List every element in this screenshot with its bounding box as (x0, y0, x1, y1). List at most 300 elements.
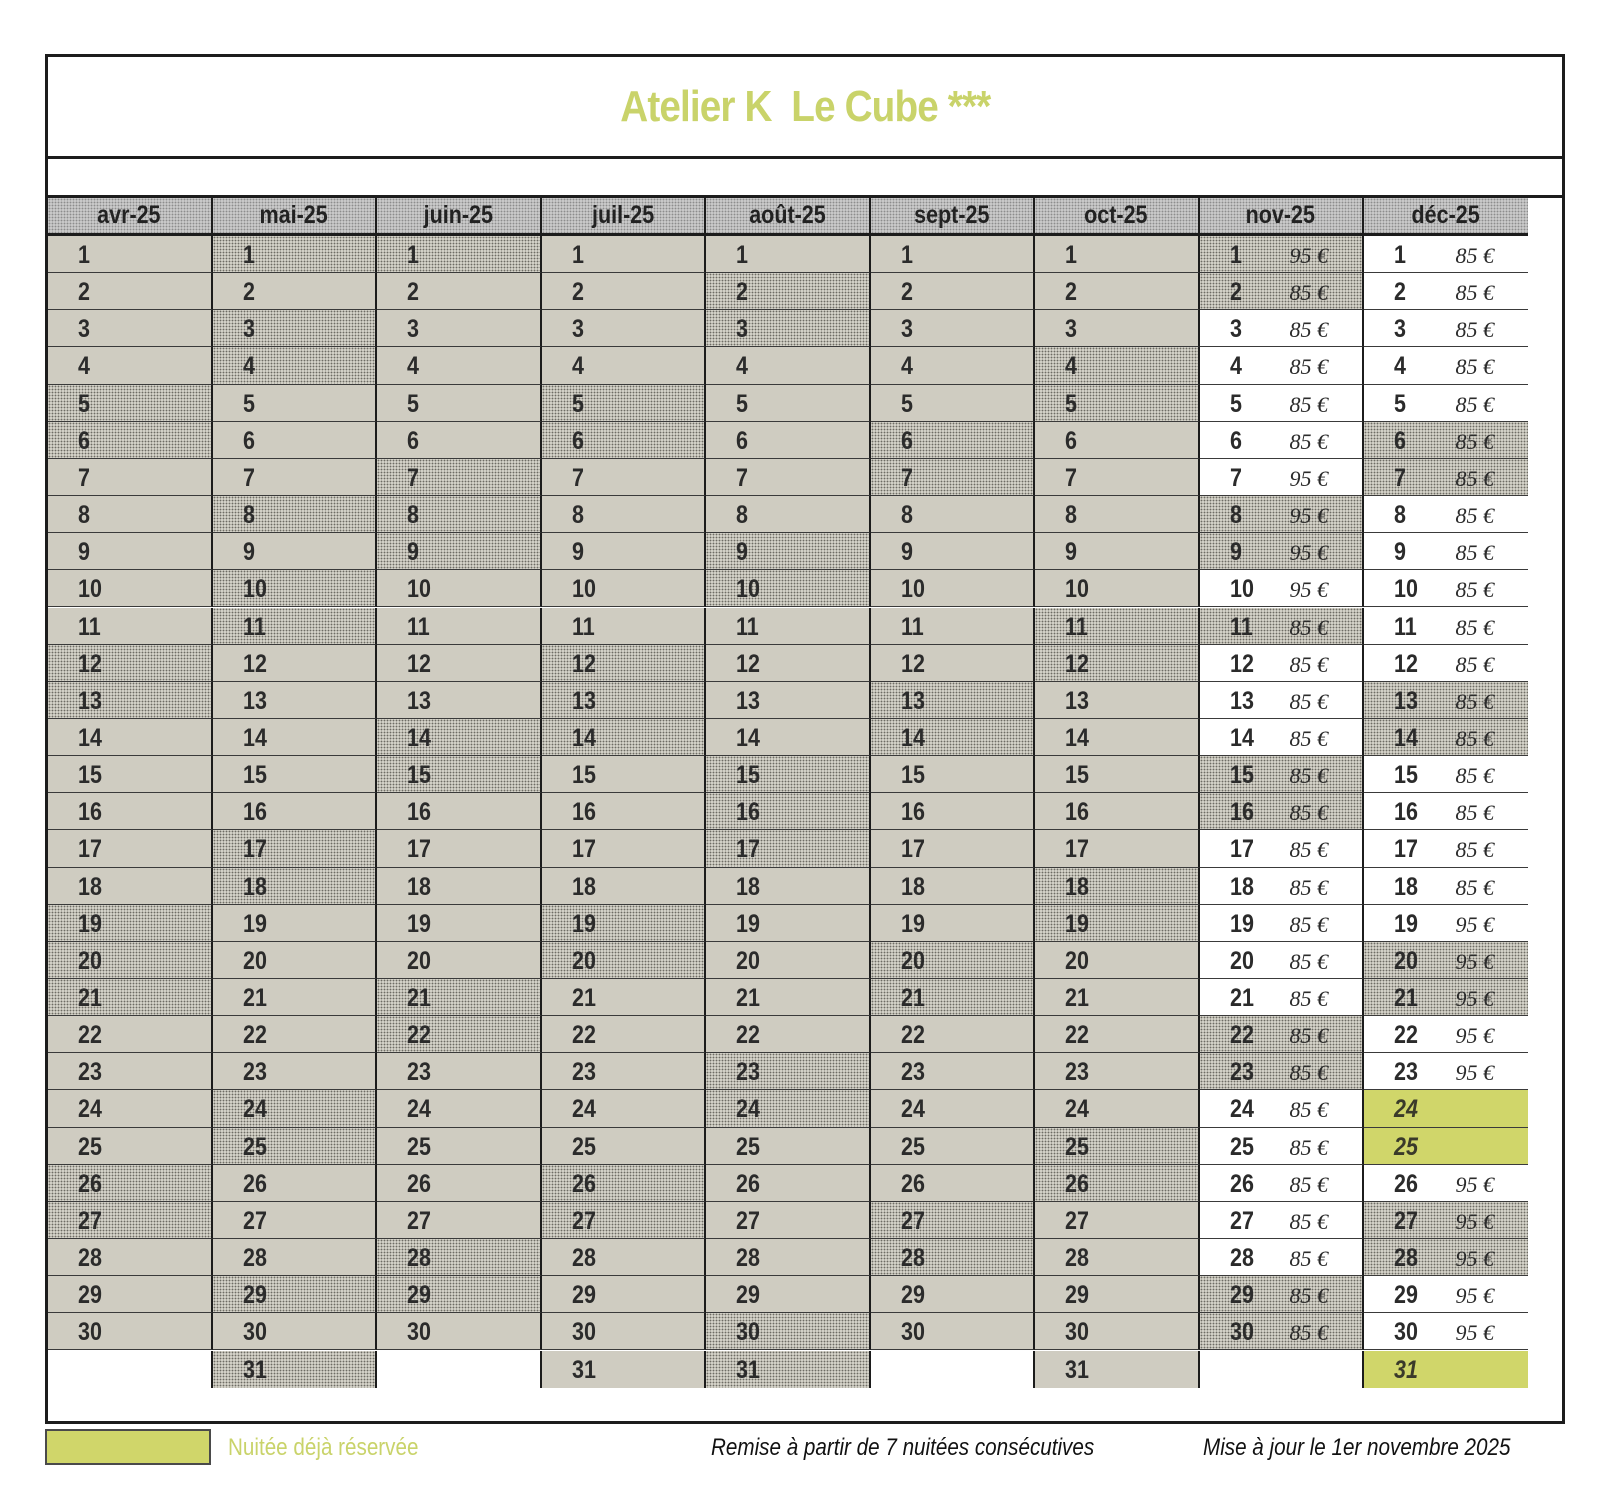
day-cell (542, 756, 707, 793)
day-number: 8 (1229, 501, 1242, 530)
day-number: 14 (407, 723, 431, 752)
day-cell (542, 533, 707, 570)
day-number: 3 (900, 315, 913, 344)
day-cell-booked (377, 756, 542, 793)
month-label: oct-25 (1084, 201, 1148, 229)
day-number: 8 (407, 501, 419, 530)
day-number: 24 (1394, 1095, 1418, 1124)
day-cell (871, 1090, 1036, 1127)
day-cell (706, 422, 871, 459)
month-header (1200, 198, 1365, 236)
day-number: 26 (1229, 1169, 1254, 1198)
day-number: 22 (407, 1021, 431, 1050)
day-cell (542, 347, 707, 384)
day-cell-booked (1200, 1016, 1365, 1053)
day-number: 24 (78, 1095, 102, 1124)
day-number: 5 (1229, 389, 1242, 418)
day-cell (213, 942, 378, 979)
night-price: 85 € (1289, 1246, 1328, 1272)
day-number: 2 (1065, 278, 1077, 307)
day-cell (706, 459, 871, 496)
day-number: 1 (736, 241, 748, 269)
day-number: 26 (900, 1169, 925, 1198)
day-cell (377, 793, 542, 830)
day-number: 20 (1229, 946, 1254, 975)
day-cell (542, 868, 707, 905)
day-cell (871, 1016, 1036, 1053)
day-number: 5 (571, 389, 584, 418)
day-number: 18 (242, 872, 267, 901)
day-cell-booked (213, 310, 378, 347)
night-price: 85 € (1289, 688, 1328, 714)
day-cell (48, 1090, 213, 1127)
day-number: 7 (407, 463, 419, 492)
day-number: 10 (571, 575, 596, 604)
day-cell-booked (213, 236, 378, 273)
night-price: 95 € (1455, 948, 1494, 974)
day-number: 12 (1229, 649, 1254, 678)
day-number: 12 (78, 649, 102, 678)
day-number: 15 (571, 761, 596, 790)
night-price: 85 € (1289, 354, 1328, 380)
day-number: 27 (900, 1206, 925, 1235)
day-number: 9 (1394, 538, 1406, 567)
month-label: juin-25 (423, 201, 493, 229)
day-cell-booked (871, 1202, 1036, 1239)
day-number: 30 (1229, 1318, 1254, 1347)
day-number: 27 (78, 1206, 102, 1235)
day-cell-booked (1364, 459, 1528, 496)
day-number: 16 (242, 798, 267, 827)
day-number: 29 (736, 1281, 760, 1310)
day-cell (706, 496, 871, 533)
day-cell (213, 645, 378, 682)
day-cell (1035, 570, 1200, 607)
day-cell-booked (706, 1313, 871, 1350)
day-cell-booked (1364, 942, 1528, 979)
day-cell (1364, 793, 1528, 830)
night-price: 95 € (1289, 243, 1328, 268)
night-price: 85 € (1455, 317, 1494, 343)
day-number: 22 (1394, 1021, 1418, 1050)
day-number: 6 (571, 426, 584, 455)
day-cell (48, 570, 213, 607)
day-cell (377, 645, 542, 682)
day-number: 1 (900, 241, 913, 269)
day-number: 11 (736, 612, 759, 641)
day-cell (542, 310, 707, 347)
day-number: 1 (1394, 241, 1406, 269)
day-cell-booked (377, 1239, 542, 1276)
day-cell (871, 793, 1036, 830)
day-number: 10 (1065, 575, 1089, 604)
day-cell (1035, 756, 1200, 793)
day-number: 30 (407, 1318, 431, 1347)
day-cell (1035, 942, 1200, 979)
day-number: 7 (900, 463, 913, 492)
day-cell-booked (871, 979, 1036, 1016)
day-number: 7 (1065, 463, 1077, 492)
night-price: 85 € (1289, 651, 1328, 677)
day-cell (213, 905, 378, 942)
day-cell-booked (706, 273, 871, 310)
day-number: 12 (900, 649, 925, 678)
day-cell (48, 1016, 213, 1053)
day-cell (1364, 385, 1528, 422)
day-cell (1035, 1016, 1200, 1053)
day-number: 21 (1394, 984, 1418, 1012)
day-number: 28 (736, 1244, 760, 1273)
day-number: 6 (407, 426, 419, 455)
day-cell (377, 830, 542, 867)
day-cell (871, 1276, 1036, 1313)
day-cell-booked (1200, 236, 1365, 273)
day-number: 25 (407, 1132, 431, 1161)
day-cell-booked (1200, 756, 1365, 793)
day-number: 30 (1065, 1318, 1089, 1347)
day-number: 31 (736, 1355, 760, 1384)
day-number: 14 (1229, 723, 1254, 752)
day-number: 16 (571, 798, 596, 827)
empty-cell (1200, 1351, 1365, 1388)
day-cell (213, 1239, 378, 1276)
day-number: 7 (571, 463, 584, 492)
day-cell (871, 1053, 1036, 1090)
day-number: 10 (78, 575, 102, 604)
day-number: 28 (1229, 1244, 1254, 1273)
day-cell (213, 1165, 378, 1202)
day-number: 19 (736, 909, 760, 938)
day-cell (377, 942, 542, 979)
day-cell-booked (48, 422, 213, 459)
night-price: 85 € (1289, 614, 1328, 640)
day-number: 22 (571, 1021, 596, 1050)
day-cell (48, 533, 213, 570)
day-cell-booked (542, 422, 707, 459)
day-number: 29 (407, 1281, 431, 1310)
day-number: 30 (900, 1318, 925, 1347)
day-cell (48, 310, 213, 347)
day-cell (542, 608, 707, 645)
day-number: 1 (1229, 241, 1242, 269)
empty-cell (377, 1351, 542, 1388)
day-number: 8 (242, 501, 255, 530)
day-cell (1035, 719, 1200, 756)
day-cell (542, 570, 707, 607)
day-number: 15 (78, 761, 102, 790)
day-number: 16 (78, 798, 102, 827)
day-number: 22 (900, 1021, 925, 1050)
day-cell (377, 1128, 542, 1165)
discount-note: Remise à partir de 7 nuitées consécutives (711, 1434, 1095, 1461)
night-price: 85 € (1455, 688, 1494, 714)
empty-cell (871, 1351, 1036, 1388)
day-number: 15 (242, 761, 267, 790)
day-cell-booked (48, 1165, 213, 1202)
day-number: 5 (1394, 389, 1406, 418)
day-cell (542, 1351, 707, 1388)
day-cell (213, 793, 378, 830)
day-cell-booked (213, 608, 378, 645)
night-price: 85 € (1289, 911, 1328, 937)
day-cell (1035, 682, 1200, 719)
day-number: 5 (900, 389, 913, 418)
day-cell (1200, 1239, 1365, 1276)
day-number: 13 (78, 686, 102, 715)
page-title: Atelier K Le Cube *** (619, 81, 991, 131)
day-number: 7 (1229, 463, 1242, 492)
day-number: 11 (242, 612, 266, 641)
day-cell-booked (871, 682, 1036, 719)
month-header (1035, 198, 1200, 236)
day-number: 3 (407, 315, 419, 344)
day-cell-booked (48, 1202, 213, 1239)
day-number: 29 (1394, 1281, 1418, 1310)
day-cell-booked (1364, 979, 1528, 1016)
night-price: 85 € (1455, 243, 1494, 268)
day-number: 3 (242, 315, 255, 344)
day-cell (706, 385, 871, 422)
day-number: 30 (78, 1318, 102, 1347)
day-cell-booked (1364, 719, 1528, 756)
day-number: 18 (571, 872, 596, 901)
night-price: 85 € (1289, 428, 1328, 454)
day-cell (542, 236, 707, 273)
night-price: 95 € (1455, 1283, 1494, 1309)
day-cell (1035, 1313, 1200, 1350)
day-number: 7 (736, 463, 748, 492)
day-number: 12 (1065, 649, 1089, 678)
day-number: 5 (736, 389, 748, 418)
day-cell-booked (706, 1090, 871, 1127)
day-number: 17 (900, 835, 925, 864)
day-cell (542, 496, 707, 533)
day-number: 11 (900, 612, 924, 641)
day-cell (1364, 273, 1528, 310)
day-cell (1200, 1128, 1365, 1165)
day-cell (213, 719, 378, 756)
day-number: 31 (1065, 1355, 1089, 1384)
day-cell (706, 1016, 871, 1053)
day-cell-reserved (1364, 1090, 1528, 1127)
spacer-row (48, 159, 1562, 198)
day-cell (377, 310, 542, 347)
day-number: 3 (1065, 315, 1077, 344)
day-number: 19 (571, 909, 596, 938)
day-number: 6 (78, 426, 90, 455)
day-cell-booked (213, 868, 378, 905)
day-number: 9 (900, 538, 913, 567)
day-cell (871, 1165, 1036, 1202)
legend-label: Nuitée déjà réservée (228, 1434, 419, 1461)
day-cell (542, 1053, 707, 1090)
day-cell-booked (213, 1276, 378, 1313)
day-number: 13 (1065, 686, 1089, 715)
day-number: 4 (407, 352, 419, 381)
day-number: 2 (900, 278, 913, 307)
night-price: 95 € (1455, 986, 1494, 1011)
day-number: 23 (736, 1058, 760, 1087)
day-cell (48, 719, 213, 756)
day-number: 4 (1229, 352, 1242, 381)
day-cell (1035, 1202, 1200, 1239)
day-cell (1035, 979, 1200, 1016)
night-price: 95 € (1455, 1246, 1494, 1272)
night-price: 85 € (1455, 503, 1494, 529)
day-number: 14 (242, 723, 267, 752)
day-cell (377, 1090, 542, 1127)
day-number: 14 (736, 723, 760, 752)
night-price: 85 € (1289, 948, 1328, 974)
day-cell (706, 979, 871, 1016)
day-number: 2 (78, 278, 90, 307)
day-number: 28 (1065, 1244, 1089, 1273)
day-number: 28 (571, 1244, 596, 1273)
day-number: 27 (1394, 1206, 1418, 1235)
day-cell (1035, 310, 1200, 347)
day-cell (377, 608, 542, 645)
day-number: 11 (78, 612, 101, 641)
day-number: 2 (407, 278, 419, 307)
day-number: 30 (242, 1318, 267, 1347)
day-number: 5 (1065, 389, 1077, 418)
month-label: août-25 (749, 201, 826, 229)
day-number: 12 (242, 649, 267, 678)
night-price: 85 € (1289, 837, 1328, 863)
day-cell-booked (1364, 682, 1528, 719)
day-number: 25 (1229, 1132, 1254, 1161)
day-number: 1 (242, 241, 255, 269)
day-number: 22 (242, 1021, 267, 1050)
day-number: 30 (1394, 1318, 1418, 1347)
day-number: 17 (242, 835, 267, 864)
day-number: 11 (1229, 612, 1253, 641)
day-cell-booked (377, 719, 542, 756)
day-number: 11 (1394, 612, 1417, 641)
day-number: 19 (1229, 909, 1254, 938)
day-cell (1035, 1276, 1200, 1313)
day-number: 24 (407, 1095, 431, 1124)
day-cell-booked (1200, 1276, 1365, 1313)
day-number: 17 (1394, 835, 1418, 864)
day-number: 1 (78, 241, 90, 269)
day-number: 4 (78, 352, 90, 381)
day-cell-booked (706, 1053, 871, 1090)
day-cell (871, 1313, 1036, 1350)
day-cell (1200, 1090, 1365, 1127)
night-price: 85 € (1455, 874, 1494, 900)
day-cell (213, 1053, 378, 1090)
day-number: 1 (407, 241, 419, 269)
night-price: 95 € (1289, 465, 1328, 491)
day-cell (48, 347, 213, 384)
day-cell (1364, 1276, 1528, 1313)
day-number: 17 (407, 835, 431, 864)
day-number: 16 (407, 798, 431, 827)
day-number: 15 (900, 761, 925, 790)
day-number: 8 (900, 501, 913, 530)
day-number: 16 (1394, 798, 1418, 827)
day-cell (1364, 570, 1528, 607)
day-number: 10 (900, 575, 925, 604)
day-number: 26 (736, 1169, 760, 1198)
night-price: 85 € (1289, 1097, 1328, 1123)
day-cell (1364, 645, 1528, 682)
day-number: 12 (407, 649, 431, 678)
night-price: 85 € (1289, 391, 1328, 417)
day-number: 22 (736, 1021, 760, 1050)
day-number: 28 (242, 1244, 267, 1273)
day-cell-booked (706, 756, 871, 793)
day-number: 31 (571, 1355, 596, 1384)
month-header (1364, 198, 1528, 236)
day-cell (377, 422, 542, 459)
month-header (213, 198, 378, 236)
day-number: 4 (736, 352, 748, 381)
day-cell (1200, 979, 1365, 1016)
day-number: 24 (242, 1095, 267, 1124)
day-number: 3 (1229, 315, 1242, 344)
day-number: 16 (1065, 798, 1089, 827)
day-cell-booked (1035, 1128, 1200, 1165)
month-label: sept-25 (914, 201, 990, 229)
month-header (706, 198, 871, 236)
day-cell-booked (1200, 793, 1365, 830)
empty-cell (48, 1351, 213, 1388)
day-cell (213, 1202, 378, 1239)
day-number: 15 (1394, 761, 1418, 790)
night-price: 95 € (1289, 503, 1328, 529)
day-cell (1364, 1313, 1528, 1350)
night-price: 85 € (1455, 614, 1494, 640)
day-cell-booked (1200, 496, 1365, 533)
day-cell (48, 236, 213, 273)
day-cell (1035, 1053, 1200, 1090)
day-number: 21 (78, 984, 102, 1012)
day-number: 16 (736, 798, 760, 827)
day-cell (542, 1090, 707, 1127)
day-number: 27 (1229, 1206, 1254, 1235)
night-price: 85 € (1455, 800, 1494, 826)
night-price: 85 € (1455, 763, 1494, 789)
day-cell (706, 682, 871, 719)
night-price: 85 € (1455, 465, 1494, 491)
day-number: 17 (571, 835, 596, 864)
month-header (871, 198, 1036, 236)
day-number: 18 (1394, 872, 1418, 901)
day-number: 9 (736, 538, 748, 567)
day-cell (213, 756, 378, 793)
day-cell (706, 645, 871, 682)
day-cell-booked (871, 422, 1036, 459)
day-cell (377, 868, 542, 905)
day-number: 24 (1229, 1095, 1254, 1124)
day-cell-booked (1035, 868, 1200, 905)
day-cell (213, 979, 378, 1016)
day-cell-booked (706, 793, 871, 830)
day-number: 12 (1394, 649, 1418, 678)
day-cell (542, 273, 707, 310)
day-number: 24 (1065, 1095, 1089, 1124)
day-cell-booked (542, 645, 707, 682)
day-cell (1035, 496, 1200, 533)
day-number: 14 (1394, 723, 1418, 752)
night-price: 85 € (1289, 1320, 1328, 1346)
day-cell (48, 793, 213, 830)
day-number: 13 (736, 686, 760, 715)
day-number: 11 (407, 612, 430, 641)
day-cell-booked (213, 830, 378, 867)
